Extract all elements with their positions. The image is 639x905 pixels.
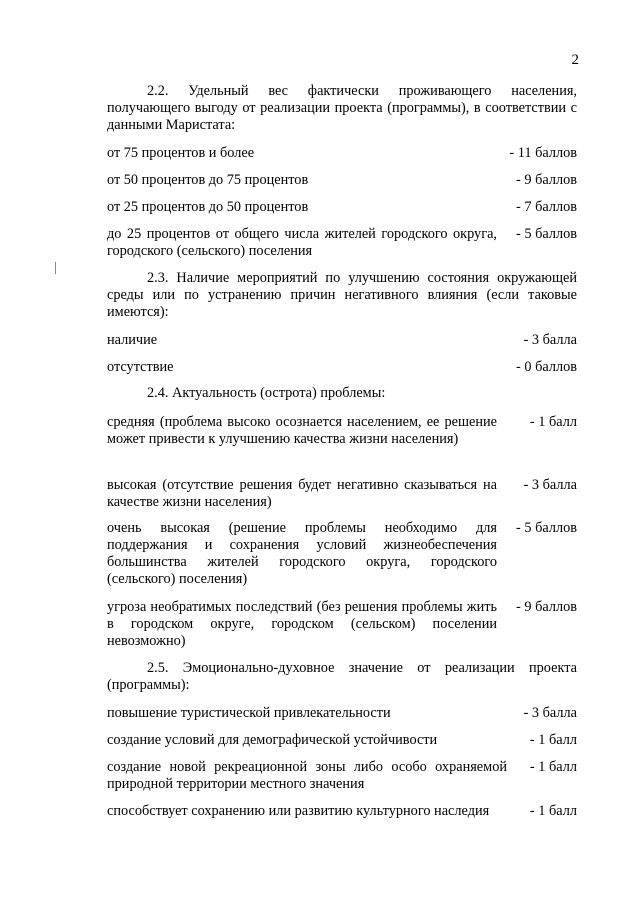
item-text: высокая (отсутствие решения будет негативно сказываться на качестве жизни населения) xyxy=(107,477,497,510)
item-text: наличие xyxy=(107,332,158,348)
margin-mark xyxy=(55,262,56,274)
section-2-2-heading: 2.2. Удельный вес фактически проживающего населения, получающего выгоду от реализации проекта (программы), в соответствии с данными Маристата: xyxy=(107,83,577,133)
item-text: создание новой рекреационной зоны либо особо охраняемой природной территории местного значения xyxy=(107,759,507,792)
item-text: от 75 процентов и более xyxy=(107,145,255,161)
list-item xyxy=(107,226,577,260)
item-score: - 11 баллов xyxy=(509,145,577,161)
list-item xyxy=(107,477,577,511)
item-score: - 3 балла xyxy=(523,477,577,493)
item-text: угроза необратимых последствий (без решения проблемы жить в городском округе, городском (сельском) поселении невозможно) xyxy=(107,599,497,649)
item-score: - 9 баллов xyxy=(516,599,577,615)
item-score: - 9 баллов xyxy=(516,172,577,188)
list-item xyxy=(107,520,577,588)
item-text: от 25 процентов до 50 процентов xyxy=(107,199,309,215)
list-item xyxy=(107,199,577,216)
item-score: - 0 баллов xyxy=(516,359,577,375)
item-text: отсутствие xyxy=(107,359,174,375)
list-item xyxy=(107,599,577,650)
list-item xyxy=(107,759,577,793)
list-item xyxy=(107,145,577,162)
item-text: от 50 процентов до 75 процентов xyxy=(107,172,309,188)
item-score: - 1 балл xyxy=(529,803,577,819)
item-text: повышение туристической привлекательности xyxy=(107,705,391,721)
list-item xyxy=(107,705,577,722)
list-item xyxy=(107,359,577,376)
list-item xyxy=(107,414,577,448)
item-text: средняя (проблема высоко осознается населением, ее решение может привести к улучшению качества жизни населения) xyxy=(107,414,497,447)
page-number: 2 xyxy=(571,52,579,68)
item-score: - 3 балла xyxy=(523,705,577,721)
list-item xyxy=(107,172,577,189)
item-score: - 3 балла xyxy=(523,332,577,348)
section-2-5-heading: 2.5. Эмоционально-духовное значение от реализации проекта (программы): xyxy=(107,660,577,693)
item-score: - 1 балл xyxy=(529,732,577,748)
item-score: - 1 балл xyxy=(529,759,577,775)
item-text: до 25 процентов от общего числа жителей городского округа, городского (сельского) поселения xyxy=(107,226,497,259)
item-score: - 1 балл xyxy=(529,414,577,430)
section-2-3-heading: 2.3. Наличие мероприятий по улучшению состояния окружающей среды или по устранению причин негативного влияния (если таковые имеются): xyxy=(107,270,577,320)
item-text: создание условий для демографической устойчивости xyxy=(107,732,438,748)
item-text: способствует сохранению или развитию культурного наследия xyxy=(107,803,490,819)
list-item xyxy=(107,803,577,820)
item-score: - 5 баллов xyxy=(516,520,577,536)
item-score: - 7 баллов xyxy=(516,199,577,215)
section-2-4-heading: 2.4. Актуальность (острота) проблемы: xyxy=(147,385,386,401)
item-score: - 5 баллов xyxy=(516,226,577,242)
list-item xyxy=(107,332,577,349)
list-item xyxy=(107,732,577,749)
item-text: очень высокая (решение проблемы необходимо для поддержания и сохранения условий жизнеобеспечения большинства жителей городского округа, городского (сельского) поселения) xyxy=(107,520,497,587)
